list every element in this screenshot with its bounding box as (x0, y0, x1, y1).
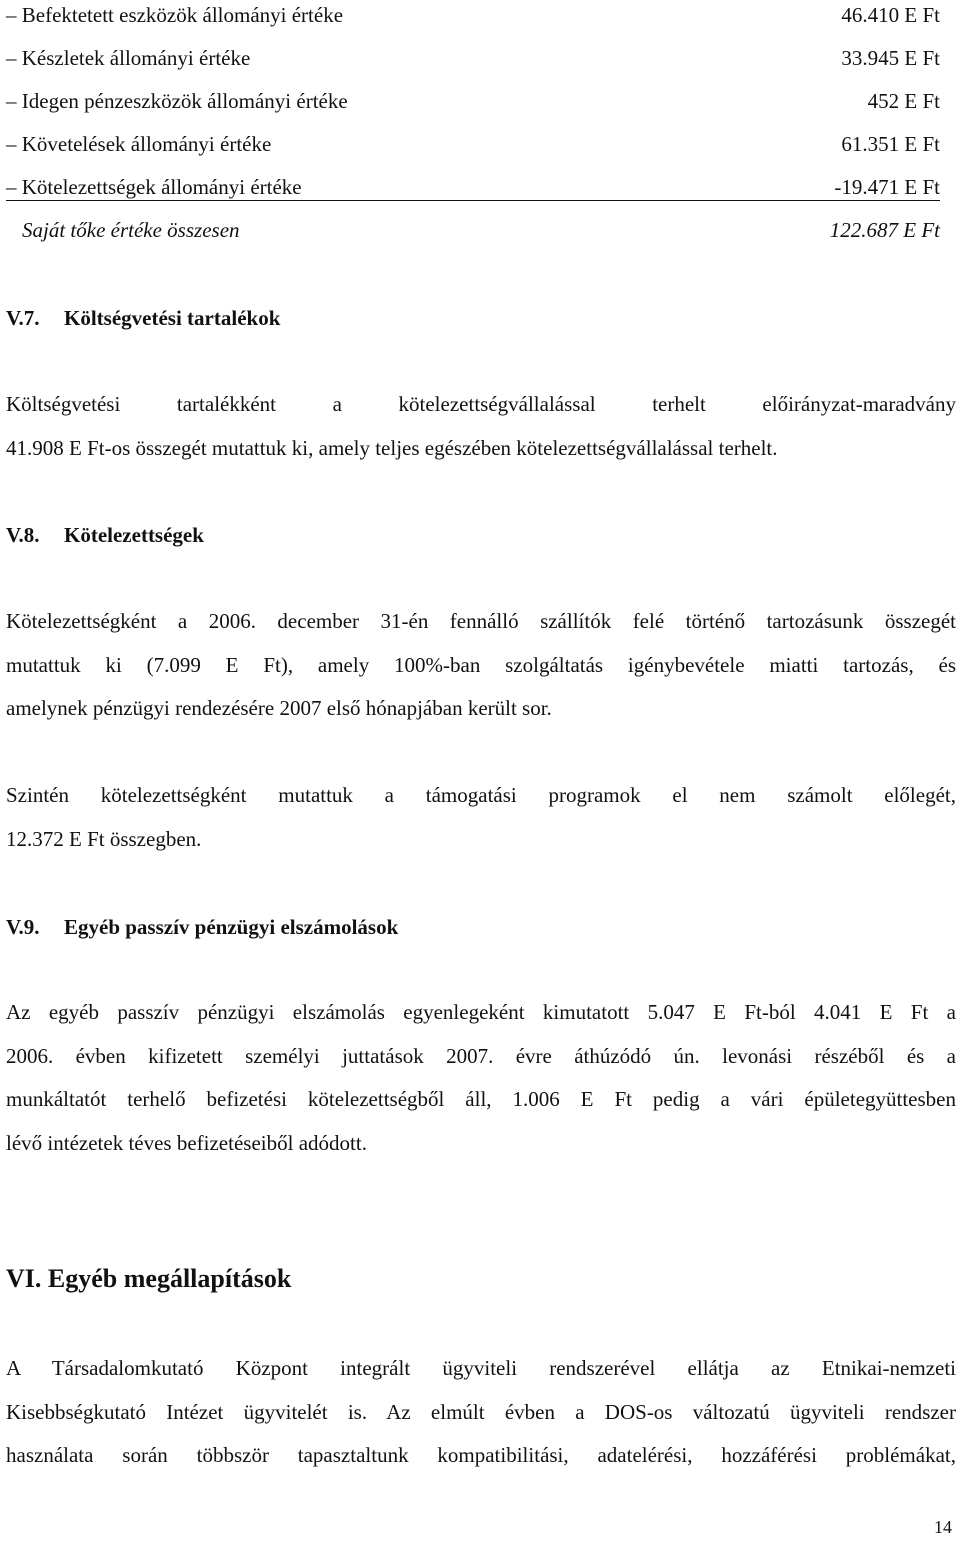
balance-row (6, 129, 940, 159)
section-number: V.8. (6, 523, 40, 547)
paragraph-v7 (6, 383, 956, 470)
balance-value: 46.410 E Ft (841, 3, 940, 27)
balance-value: 61.351 E Ft (841, 132, 940, 156)
section-number: V.9. (6, 915, 40, 939)
section-heading-v7 (6, 303, 280, 333)
section-title: Kötelezettségek (64, 523, 204, 547)
section-title: Egyéb megállapítások (47, 1264, 292, 1293)
balance-value: -19.471 E Ft (834, 175, 940, 199)
paragraph-vi (6, 1347, 956, 1478)
text-line: 41.908 E Ft-os összegét mutattuk ki, amely teljes egészében kötelezettségvállalással terhelt. (6, 435, 778, 460)
balance-value: 452 E Ft (867, 89, 940, 113)
section-title: Költségvetési tartalékok (64, 306, 281, 330)
text-line: mutattuk ki (7.099 E Ft), amely 100%-ban szolgáltatás igénybevétele miatti tartozás, és (6, 652, 956, 677)
text-line: 12.372 E Ft összegben. (6, 826, 202, 851)
balance-total-label: Saját tőke értéke összesen (22, 218, 240, 242)
text-line: amelynek pénzügyi rendezésére 2007 első hónapjában került sor. (6, 696, 552, 721)
text-line: Költségvetési tartalékként a kötelezettségvállalással terhelt előirányzat-maradvány (6, 392, 956, 416)
section-number: V.7. (6, 306, 40, 330)
section-number: VI. (6, 1264, 42, 1293)
text-line: 2006. évben kifizetett személyi juttatások 2007. évre áthúzódó ún. levonási részéből és a (6, 1043, 956, 1068)
paragraph-v8-2 (6, 774, 956, 861)
balance-label: – Követelések állományi értéke (6, 132, 272, 156)
balance-total-row (6, 215, 940, 245)
text-line: A Társadalomkutató Központ integrált ügyviteli rendszerével ellátja az Etnikai-nemzeti (6, 1356, 956, 1380)
section-heading-v9 (6, 912, 398, 942)
balance-label: – Befektetett eszközök állományi értéke (6, 3, 344, 27)
section-heading-v8 (6, 520, 204, 550)
balance-value: 33.945 E Ft (841, 46, 940, 70)
text-line: Kötelezettségként a 2006. december 31-én fennálló szállítók felé történő tartozásunk összegét (6, 609, 956, 633)
balance-row (6, 0, 940, 30)
text-line: lévő intézetek téves befizetéseiből adódott. (6, 1130, 367, 1155)
balance-row (6, 86, 940, 116)
page-number: 14 (934, 1517, 952, 1537)
balance-label: – Idegen pénzeszközök állományi értéke (6, 89, 348, 113)
chapter-heading-vi (6, 1262, 291, 1296)
section-title: Egyéb passzív pénzügyi elszámolások (64, 915, 399, 939)
text-line: Kisebbségkutató Intézet ügyvitelét is. Az elmúlt évben a DOS-os változatú ügyviteli rendszer (6, 1399, 956, 1424)
balance-row (6, 172, 940, 202)
paragraph-v9 (6, 991, 956, 1165)
sum-rule (6, 200, 940, 201)
text-line: munkáltatót terhelő befizetési kötelezettségből áll, 1.006 E Ft pedig a vári épületegyüttesben (6, 1087, 956, 1112)
balance-total-value: 122.687 E Ft (829, 218, 940, 242)
balance-label: – Készletek állományi értéke (6, 46, 251, 70)
paragraph-v8-1 (6, 600, 956, 731)
text-line: Az egyéb passzív pénzügyi elszámolás egyenlegeként kimutatott 5.047 E Ft-ból 4.041 E Ft a (6, 1000, 956, 1024)
text-line: Szintén kötelezettségként mutattuk a támogatási programok el nem számolt előlegét, (6, 783, 956, 807)
balance-row (6, 43, 940, 73)
text-line: használata során többször tapasztaltunk kompatibilitási, adatelérési, hozzáférési problémákat, (6, 1443, 956, 1468)
balance-label: – Kötelezettségek állományi értéke (6, 175, 302, 199)
